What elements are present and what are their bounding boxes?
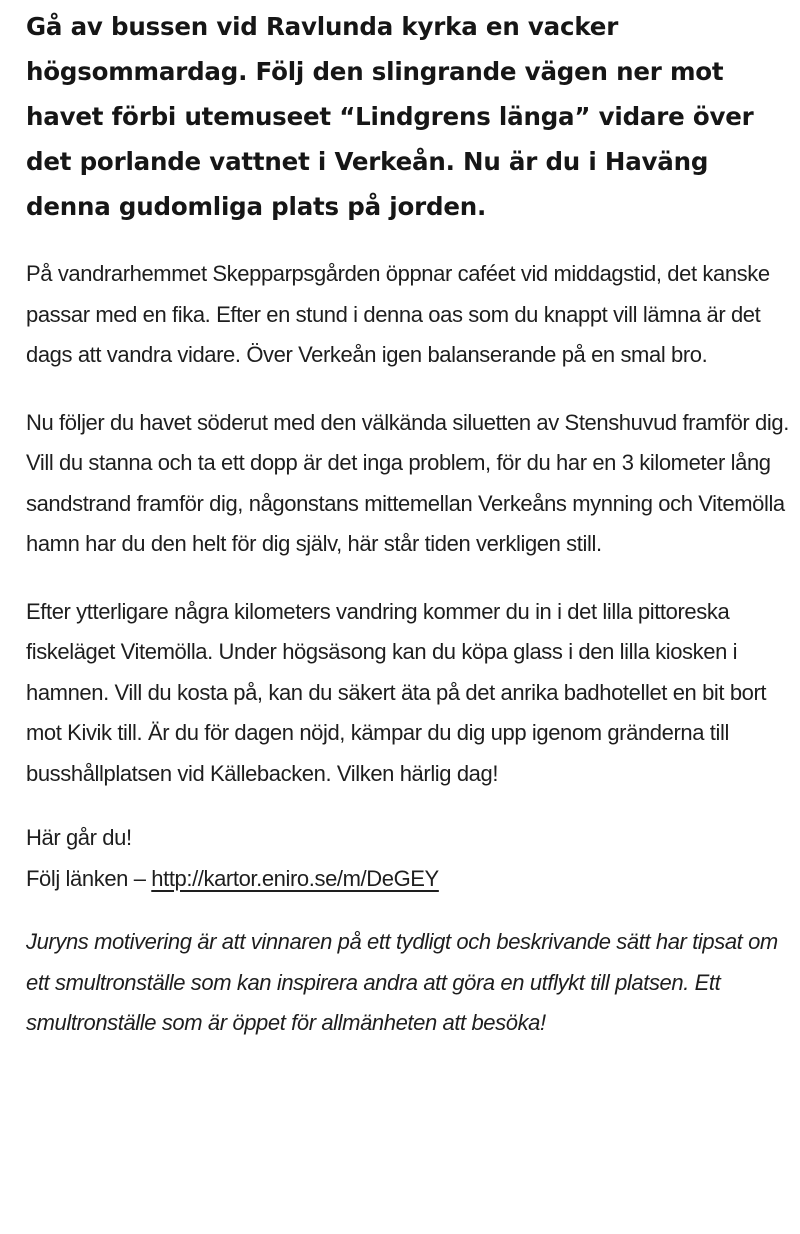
paragraph-vitemolla: Efter ytterligare några kilometers vandring kommer du in i det lilla pittoreska fiskeläget Vitemölla. Under högsäsong kan du köpa glass i den lilla kiosken i hamnen. Vill du kosta på, kan du säkert äta på det anrika badhotellet en bit bort mot Kivik till. Är du för dagen nöjd, kämpar du dig upp igenom gränderna till busshållplatsen vid Källebacken. Vilken härlig dag! [26,598,767,786]
paragraph-hostel-cafe: På vandrarhemmet Skepparpsgården öppnar caféet vid middagstid, det kanske passar med en fika. Efter en stund i denna oas som du knappt vill lämna är det dags att vandra vidare. Över Verkeån igen balanserande på en smal bro. [26,261,770,367]
directions-block [26,818,800,899]
lead-paragraph: Gå av bussen vid Ravlunda kyrka en vacker högsommardag. Följ den slingrande vägen ner mot havet förbi utemuseet “Lindgrens länga” vidare över det porlande vattnet i Verkeån. Nu är du i Haväng denna gudomliga plats på jorden. [26,12,754,221]
paragraph-beach-walk: Nu följer du havet söderut med den välkända siluetten av Stenshuvud framför dig. Vill du stanna och ta ett dopp är det inga problem, för du har en 3 kilometer lång sandstrand framför dig, någonstans mittemellan Verkeåns mynning och Vitemölla hamn har du den helt för dig själv, här står tiden verkligen still. [26,409,789,556]
here-line: Här går du! [26,825,132,850]
follow-link-label: Följ länken – [26,865,152,891]
map-link[interactable]: http://kartor.eniro.se/m/DeGEY [151,865,439,891]
jury-motivation: Juryns motivering är att vinnaren på ett tydligt och beskrivande sätt har tipsat om ett smultronställe som kan inspirera andra att göra en utflykt till platsen. Ett smultronställe som är öppet för allmänheten att besöka! [26,929,778,1035]
article-body [26,0,800,1044]
